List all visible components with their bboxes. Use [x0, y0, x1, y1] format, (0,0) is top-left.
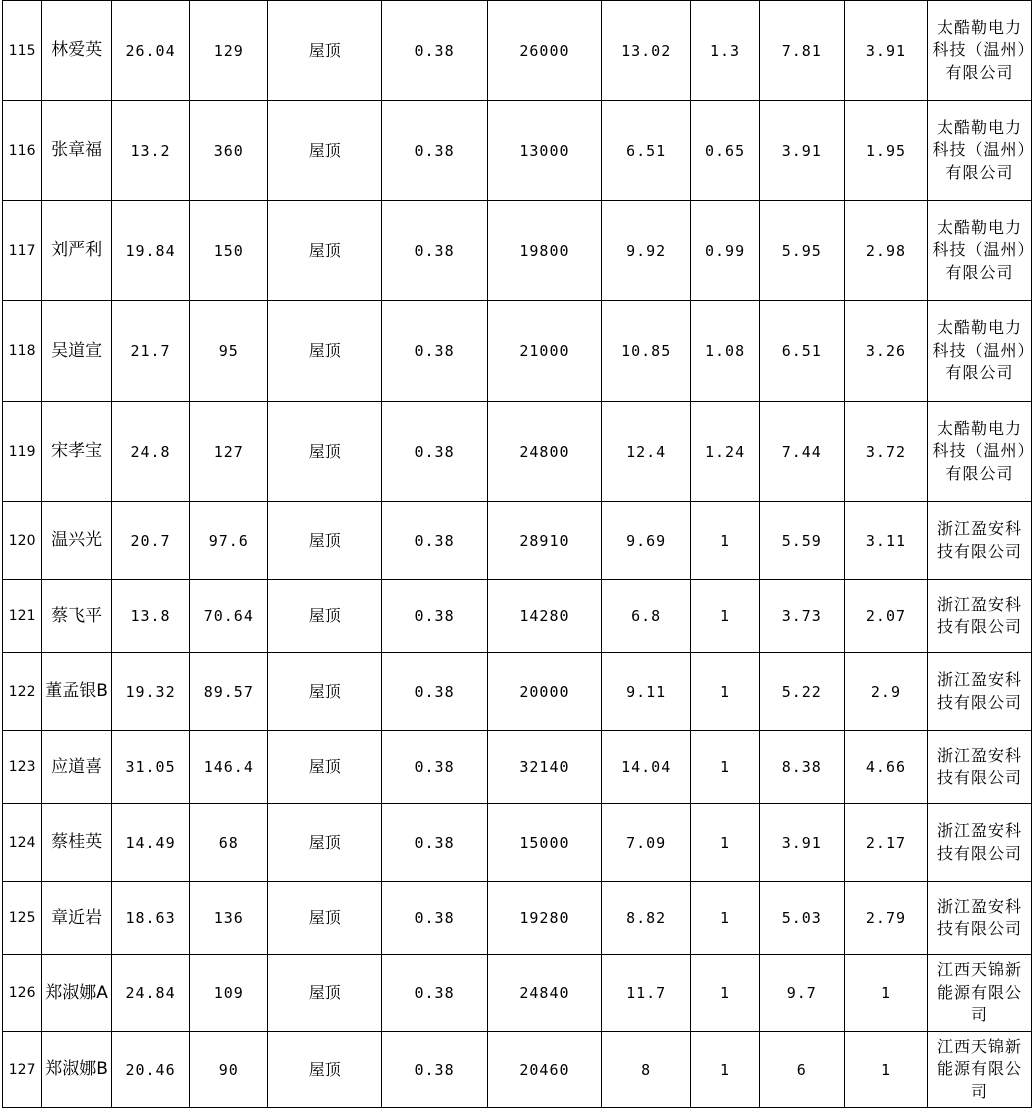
company-name: 浙江盈安科技有限公司 [928, 804, 1032, 882]
cell-col5: 9.11 [601, 653, 691, 731]
cell-col1: 20.7 [111, 502, 189, 580]
table-row [3, 653, 1032, 731]
cell-col3: 0.38 [382, 1, 488, 101]
cell-col2: 95 [190, 301, 268, 402]
cell-col3: 0.38 [382, 731, 488, 804]
cell-col8: 2.98 [844, 201, 927, 301]
cell-col7: 6.51 [759, 301, 844, 402]
cell-col3: 0.38 [382, 301, 488, 402]
cell-col2: 129 [190, 1, 268, 101]
cell-mount: 屋顶 [268, 201, 382, 301]
table-row [3, 502, 1032, 580]
cell-mount: 屋顶 [268, 101, 382, 201]
table-row [3, 882, 1032, 955]
cell-mount: 屋顶 [268, 731, 382, 804]
table-row [3, 101, 1032, 201]
cell-col5: 7.09 [601, 804, 691, 882]
cell-col6: 1 [691, 653, 759, 731]
table-row [3, 402, 1032, 502]
cell-col4: 32140 [487, 731, 601, 804]
cell-col3: 0.38 [382, 882, 488, 955]
cell-col2: 68 [190, 804, 268, 882]
company-name: 浙江盈安科技有限公司 [928, 731, 1032, 804]
cell-col8: 2.9 [844, 653, 927, 731]
cell-col2: 136 [190, 882, 268, 955]
cell-col8: 2.17 [844, 804, 927, 882]
owner-name: 刘严利 [42, 201, 112, 301]
cell-col7: 8.38 [759, 731, 844, 804]
row-number: 123 [3, 731, 42, 804]
owner-name: 郑淑娜B [42, 1032, 112, 1108]
cell-col3: 0.38 [382, 1032, 488, 1108]
company-name: 太酷勒电力科技（温州）有限公司 [928, 301, 1032, 402]
cell-col7: 3.91 [759, 101, 844, 201]
cell-col5: 6.8 [601, 580, 691, 653]
cell-col4: 21000 [487, 301, 601, 402]
cell-col5: 9.69 [601, 502, 691, 580]
cell-col3: 0.38 [382, 653, 488, 731]
cell-col4: 19280 [487, 882, 601, 955]
data-table [2, 0, 1032, 1108]
cell-col1: 19.84 [111, 201, 189, 301]
cell-mount: 屋顶 [268, 955, 382, 1032]
cell-col1: 13.2 [111, 101, 189, 201]
cell-col4: 28910 [487, 502, 601, 580]
company-name: 浙江盈安科技有限公司 [928, 653, 1032, 731]
company-name: 浙江盈安科技有限公司 [928, 580, 1032, 653]
cell-col8: 3.11 [844, 502, 927, 580]
cell-col5: 10.85 [601, 301, 691, 402]
cell-col4: 15000 [487, 804, 601, 882]
owner-name: 吴道宣 [42, 301, 112, 402]
cell-col2: 97.6 [190, 502, 268, 580]
cell-mount: 屋顶 [268, 804, 382, 882]
cell-col1: 24.8 [111, 402, 189, 502]
cell-mount: 屋顶 [268, 502, 382, 580]
company-name: 太酷勒电力科技（温州）有限公司 [928, 201, 1032, 301]
company-name: 江西天锦新能源有限公司 [928, 1032, 1032, 1108]
table-row [3, 301, 1032, 402]
cell-col7: 7.44 [759, 402, 844, 502]
owner-name: 应道喜 [42, 731, 112, 804]
cell-col7: 5.95 [759, 201, 844, 301]
cell-col5: 14.04 [601, 731, 691, 804]
cell-col7: 5.59 [759, 502, 844, 580]
cell-col8: 1 [844, 1032, 927, 1108]
row-number: 115 [3, 1, 42, 101]
row-number: 121 [3, 580, 42, 653]
owner-name: 宋孝宝 [42, 402, 112, 502]
row-number: 125 [3, 882, 42, 955]
owner-name: 董孟银B [42, 653, 112, 731]
row-number: 119 [3, 402, 42, 502]
cell-col8: 1 [844, 955, 927, 1032]
cell-col7: 7.81 [759, 1, 844, 101]
cell-col5: 13.02 [601, 1, 691, 101]
row-number: 127 [3, 1032, 42, 1108]
owner-name: 蔡桂英 [42, 804, 112, 882]
cell-col6: 1 [691, 1032, 759, 1108]
cell-col4: 26000 [487, 1, 601, 101]
company-name: 太酷勒电力科技（温州）有限公司 [928, 101, 1032, 201]
row-number: 124 [3, 804, 42, 882]
table-row [3, 804, 1032, 882]
cell-col1: 21.7 [111, 301, 189, 402]
cell-col8: 2.79 [844, 882, 927, 955]
cell-col5: 8 [601, 1032, 691, 1108]
cell-col3: 0.38 [382, 804, 488, 882]
cell-col4: 13000 [487, 101, 601, 201]
cell-col7: 3.73 [759, 580, 844, 653]
cell-mount: 屋顶 [268, 1, 382, 101]
cell-col1: 19.32 [111, 653, 189, 731]
cell-col8: 3.26 [844, 301, 927, 402]
row-number: 126 [3, 955, 42, 1032]
row-number: 118 [3, 301, 42, 402]
cell-col7: 9.7 [759, 955, 844, 1032]
cell-col6: 1 [691, 580, 759, 653]
cell-col8: 4.66 [844, 731, 927, 804]
cell-mount: 屋顶 [268, 653, 382, 731]
cell-col8: 2.07 [844, 580, 927, 653]
cell-col3: 0.38 [382, 955, 488, 1032]
row-number: 120 [3, 502, 42, 580]
table-body [3, 1, 1032, 1108]
owner-name: 张章福 [42, 101, 112, 201]
cell-col2: 127 [190, 402, 268, 502]
table-row [3, 201, 1032, 301]
cell-col2: 90 [190, 1032, 268, 1108]
cell-col6: 0.99 [691, 201, 759, 301]
cell-col2: 70.64 [190, 580, 268, 653]
cell-mount: 屋顶 [268, 402, 382, 502]
cell-mount: 屋顶 [268, 580, 382, 653]
table-row [3, 955, 1032, 1032]
cell-col1: 24.84 [111, 955, 189, 1032]
row-number: 116 [3, 101, 42, 201]
cell-col4: 24800 [487, 402, 601, 502]
cell-col3: 0.38 [382, 580, 488, 653]
cell-col6: 1 [691, 731, 759, 804]
company-name: 浙江盈安科技有限公司 [928, 882, 1032, 955]
cell-col8: 1.95 [844, 101, 927, 201]
cell-col7: 5.22 [759, 653, 844, 731]
cell-mount: 屋顶 [268, 301, 382, 402]
company-name: 太酷勒电力科技（温州）有限公司 [928, 1, 1032, 101]
cell-col6: 1 [691, 882, 759, 955]
cell-col5: 6.51 [601, 101, 691, 201]
cell-mount: 屋顶 [268, 1032, 382, 1108]
cell-col2: 146.4 [190, 731, 268, 804]
cell-col3: 0.38 [382, 402, 488, 502]
cell-col6: 1 [691, 955, 759, 1032]
cell-col6: 1.24 [691, 402, 759, 502]
cell-col2: 89.57 [190, 653, 268, 731]
cell-col4: 20000 [487, 653, 601, 731]
cell-mount: 屋顶 [268, 882, 382, 955]
owner-name: 章近岩 [42, 882, 112, 955]
cell-col6: 1 [691, 502, 759, 580]
table-row [3, 731, 1032, 804]
cell-col7: 6 [759, 1032, 844, 1108]
cell-col3: 0.38 [382, 201, 488, 301]
cell-col1: 20.46 [111, 1032, 189, 1108]
cell-col7: 3.91 [759, 804, 844, 882]
owner-name: 蔡飞平 [42, 580, 112, 653]
cell-col4: 24840 [487, 955, 601, 1032]
cell-col1: 18.63 [111, 882, 189, 955]
table-row [3, 1032, 1032, 1108]
cell-col6: 1.08 [691, 301, 759, 402]
cell-col5: 9.92 [601, 201, 691, 301]
cell-col3: 0.38 [382, 502, 488, 580]
cell-col5: 8.82 [601, 882, 691, 955]
cell-col6: 1 [691, 804, 759, 882]
cell-col4: 20460 [487, 1032, 601, 1108]
cell-col1: 31.05 [111, 731, 189, 804]
cell-col6: 0.65 [691, 101, 759, 201]
cell-col8: 3.91 [844, 1, 927, 101]
table-row [3, 580, 1032, 653]
cell-col1: 14.49 [111, 804, 189, 882]
company-name: 浙江盈安科技有限公司 [928, 502, 1032, 580]
cell-col5: 12.4 [601, 402, 691, 502]
owner-name: 林爱英 [42, 1, 112, 101]
cell-col1: 13.8 [111, 580, 189, 653]
cell-col1: 26.04 [111, 1, 189, 101]
owner-name: 郑淑娜A [42, 955, 112, 1032]
company-name: 太酷勒电力科技（温州）有限公司 [928, 402, 1032, 502]
cell-col5: 11.7 [601, 955, 691, 1032]
cell-col2: 109 [190, 955, 268, 1032]
table-row [3, 1, 1032, 101]
company-name: 江西天锦新能源有限公司 [928, 955, 1032, 1032]
row-number: 122 [3, 653, 42, 731]
owner-name: 温兴光 [42, 502, 112, 580]
cell-col8: 3.72 [844, 402, 927, 502]
cell-col2: 150 [190, 201, 268, 301]
row-number: 117 [3, 201, 42, 301]
cell-col4: 19800 [487, 201, 601, 301]
cell-col6: 1.3 [691, 1, 759, 101]
cell-col3: 0.38 [382, 101, 488, 201]
cell-col2: 360 [190, 101, 268, 201]
cell-col4: 14280 [487, 580, 601, 653]
cell-col7: 5.03 [759, 882, 844, 955]
